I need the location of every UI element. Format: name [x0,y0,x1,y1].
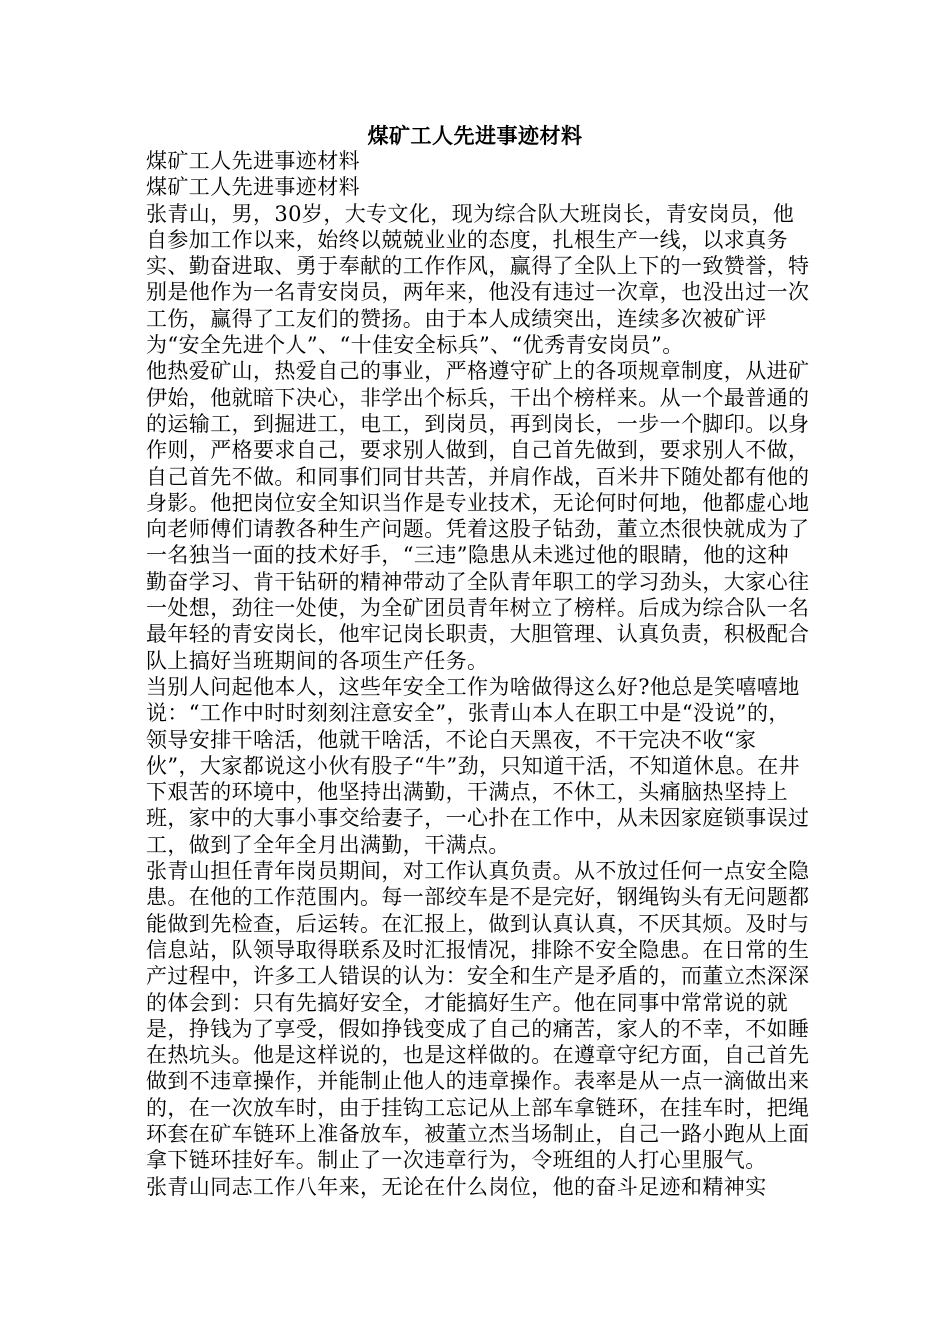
body-paragraph: 张青山，男，30岁，大专文化，现为综合队大班岗长，青安岗员，他自参加工作以来，始终以兢兢业业的态度，扎根生产一线，以求真务实、勤奋进取、勇于奉献的工作作风，赢得了全队上下的一致赞誉，特别是他作为一名青安岗员，两年来，他没有违过一次章，也没出过一次工伤，赢得了工友们的赞扬。由于本人成绩突出，连续多次被矿评为“安全先进个人”、“十佳安全标兵”、“优秀青安岗员”。 [146,201,810,358]
body-paragraph: 煤矿工人先进事迹材料 [146,149,360,173]
body-paragraph: 煤矿工人先进事迹材料 [146,175,360,200]
document-title: 煤矿工人先进事迹材料 [367,123,583,148]
document-body [146,148,810,1200]
body-paragraph: 他热爱矿山，热爱自己的事业，严格遵守矿上的各项规章制度，从进矿伊始，他就暗下决心，非学出个标兵，干出个榜样来。从一个最普通的的运输工，到掘进工，电工，到岗员，再到岗长，一步一个脚印。以身作则，严格要求自己，要求别人做到，自己首先做到，要求别人不做，自己首先不做。和同事们同甘共苦，并肩作战，百米井下随处都有他的身影。他把岗位安全知识当作是专业技术，无论何时何地，他都虚心地向老师傅们请教各种生产问题。凭着这股子钻劲，董立杰很快就成为了一名独当一面的技术好手，“三违”隐患从未逃过他的眼睛，他的这种勤奋学习、肯干钻研的精神带动了全队青年职工的学习劲头，大家心往一处想，劲往一处使，为全矿团员青年树立了榜样。后成为综合队一名最年轻的青安岗长，他牢记岗长职责，大胆管理、认真负责，积极配合队上搞好当班期间的各项生产任务。 [146,359,810,673]
body-paragraph: 张青山担任青年岗员期间，对工作认真负责。从不放过任何一点安全隐患。在他的工作范围内。每一部绞车是不是完好，钢绳钩头有无问题都能做到先检查，后运转。在汇报上，做到认真认真，不厌其烦。及时与信息站，队领导取得联系及时汇报情况，排除不安全隐患。在日常的生产过程中，许多工人错误的认为：安全和生产是矛盾的，而董立杰深深的体会到：只有先搞好安全，才能搞好生产。他在同事中常常说的就是，挣钱为了享受，假如挣钱变成了自己的痛苦，家人的不幸，不如睡在热坑头。他是这样说的，也是这样做的。在遵章守纪方面，自己首先做到不违章操作，并能制止他人的违章操作。表率是从一点一滴做出来的，在一次放车时，由于挂钩工忘记从上部车拿链环，在挂车时，把绳环套在矿车链环上准备放车，被董立杰当场制止，自己一路小跑从上面拿下链环挂好车。制止了一次违章行为，令班组的人打心里服气。 [146,859,810,1173]
body-paragraph: 当别人问起他本人，这些年安全工作为啥做得这么好?他总是笑嘻嘻地说：“工作中时时刻刻注意安全”，张青山本人在职工中是“没说”的，领导安排干啥活，他就干啥活，不论白天黑夜，不干完决不收“家伙”，大家都说这小伙有股子“牛”劲，只知道干活，不知道休息。在井下艰苦的环境中，他坚持出满勤，干满点，不休工，头痛脑热坚持上班，家中的大事小事交给妻子，一心扑在工作中，从未因家庭锁事误过工，做到了全年全月出满勤，干满点。 [146,674,810,857]
body-paragraph: 张青山同志工作八年来，无论在什么岗位，他的奋斗足迹和精神实 [146,1174,767,1199]
